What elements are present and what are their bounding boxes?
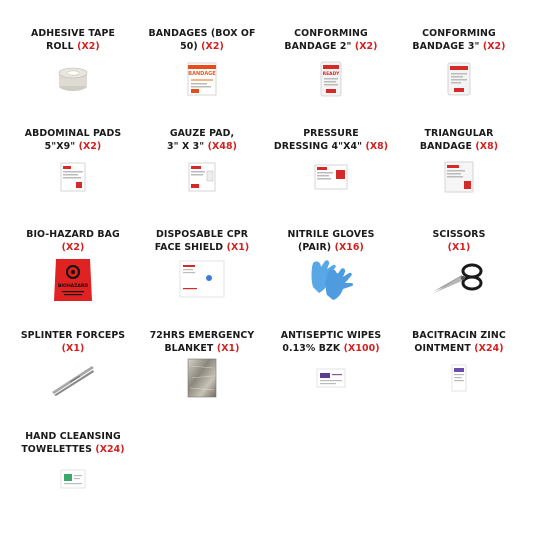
item-biohazard-bag — [8, 228, 138, 303]
biohazard-bag-icon — [52, 257, 94, 303]
bandage-box-icon — [187, 62, 217, 96]
triangular-bandage-icon — [444, 161, 474, 193]
item-antiseptic-wipes — [266, 329, 396, 388]
item-label: 72HRS EMERGENCY BLANKET (X1) — [149, 330, 255, 354]
item-splinter-forceps — [8, 329, 138, 396]
conforming-bandage-3-icon — [447, 62, 471, 96]
emergency-blanket-icon — [187, 358, 217, 398]
item-label: BACITRACIN ZINC OINTMENT (X24) — [412, 330, 506, 354]
nitrile-gloves-icon — [307, 257, 355, 301]
item-bandages-box — [137, 27, 267, 96]
item-label: BANDAGES (BOX OF 50) (X2) — [148, 28, 256, 52]
pressure-dressing-icon — [314, 164, 348, 190]
tape-roll-icon — [56, 66, 90, 92]
item-label: CONFORMING BANDAGE 2" (X2) — [284, 28, 378, 52]
bandage-box-label: BANDAGE — [188, 71, 216, 77]
antiseptic-wipe-icon — [316, 368, 346, 388]
item-label: BIO-HAZARD BAG (X2) — [26, 229, 120, 253]
item-adhesive-tape — [8, 27, 138, 92]
item-label: CONFORMING BANDAGE 3" (X2) — [412, 28, 506, 52]
item-nitrile-gloves — [266, 228, 396, 301]
gauze-pad-icon — [188, 162, 216, 192]
item-label: SPLINTER FORCEPS (X1) — [20, 330, 126, 354]
item-pressure-dressing — [266, 127, 396, 190]
item-hand-towelettes — [8, 430, 138, 489]
ready-brand-label: READY — [322, 72, 340, 77]
item-label: PRESSURE DRESSING 4"X4" (X8) — [273, 128, 389, 152]
item-triangular-bandage — [394, 127, 524, 193]
item-gauze-pad — [137, 127, 267, 192]
hand-towelette-icon — [60, 469, 86, 489]
item-label: GAUZE PAD, 3" X 3" (X48) — [167, 128, 237, 152]
item-label: ANTISEPTIC WIPES 0.13% BZK (X100) — [280, 330, 382, 354]
cpr-face-shield-icon — [179, 260, 225, 298]
forceps-icon — [50, 362, 96, 396]
bacitracin-ointment-icon — [451, 364, 467, 392]
item-cpr-face-shield — [137, 228, 267, 298]
item-label: NITRILE GLOVES (PAIR) (X16) — [287, 229, 375, 253]
item-label: DISPOSABLE CPR FACE SHIELD (X1) — [154, 229, 250, 253]
scissors-icon — [432, 259, 486, 295]
item-abdominal-pads — [8, 127, 138, 192]
item-label: SCISSORS (X1) — [432, 229, 486, 253]
biohazard-label: BIOHAZARD — [57, 284, 89, 289]
item-label: HAND CLEANSING TOWELETTES (X24) — [21, 431, 125, 455]
conforming-bandage-2-icon — [320, 61, 342, 97]
item-conforming-bandage-2 — [266, 27, 396, 97]
item-conforming-bandage-3 — [394, 27, 524, 96]
item-bacitracin-ointment — [394, 329, 524, 392]
item-emergency-blanket — [137, 329, 267, 398]
abdominal-pad-icon — [60, 162, 86, 192]
item-label: TRIANGULAR BANDAGE (X8) — [419, 128, 499, 152]
item-label: ABDOMINAL PADS 5"X9" (X2) — [24, 128, 122, 152]
item-scissors — [394, 228, 524, 295]
item-label: ADHESIVE TAPE ROLL (X2) — [31, 28, 115, 52]
